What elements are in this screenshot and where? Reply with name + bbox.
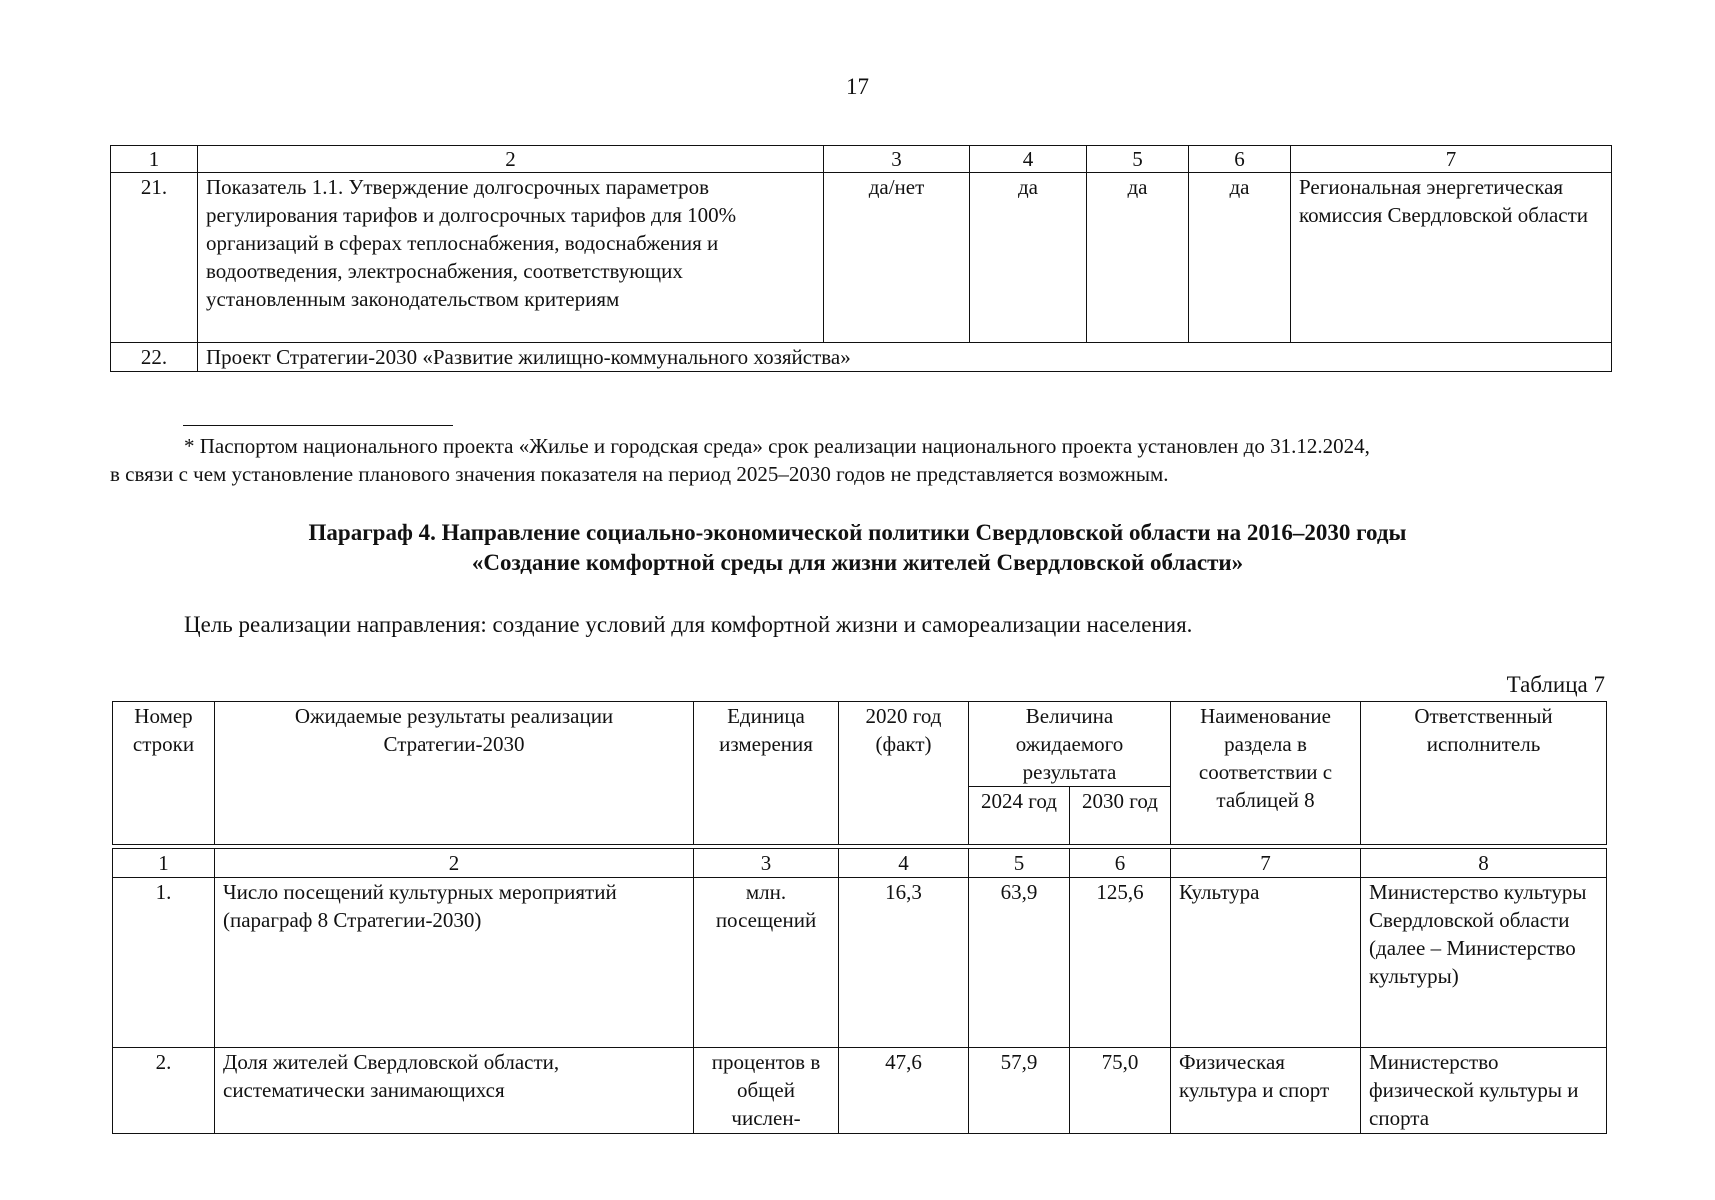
executor-cell: Министерство физической культуры и спорта <box>1361 1048 1607 1134</box>
unit-cell: процентов в общей числен- <box>694 1048 839 1134</box>
table-row <box>111 343 1612 372</box>
value-cell: да <box>1087 173 1189 343</box>
header-year-2030: 2030 год <box>1070 787 1171 845</box>
row-number: 1. <box>113 878 215 1048</box>
goal-statement: Цель реализации направления: создание условий для комфортной жизни и самореализации населения. <box>184 612 1193 637</box>
column-number: 7 <box>1291 146 1612 173</box>
section-cell: Культура <box>1171 878 1361 1048</box>
value-2024-cell: 57,9 <box>969 1048 1070 1134</box>
executor-cell: Региональная энергетическая комиссия Свердловской области <box>1291 173 1612 343</box>
heading-line: Параграф 4. Направление социально-экономической политики Свердловской области на 2016–2030 годы <box>308 520 1407 545</box>
column-number: 4 <box>839 849 969 878</box>
header-executor: Ответственный исполнитель <box>1361 702 1607 845</box>
column-number: 3 <box>824 146 970 173</box>
header-expected-value: Величина ожидаемого результата <box>969 702 1171 787</box>
column-numbers-row <box>113 849 1607 878</box>
header-row-number: Номер строки <box>113 702 215 845</box>
value-2030-cell: 125,6 <box>1070 878 1171 1048</box>
value-cell: да <box>1189 173 1291 343</box>
result-text: Доля жителей Свердловской области, систематически занимающихся <box>215 1048 694 1134</box>
table-row <box>113 878 1607 1048</box>
table-header-row <box>113 702 1607 787</box>
expected-results-table <box>112 701 1607 1134</box>
header-section: Наименование раздела в соответствии с таблицей 8 <box>1171 702 1361 845</box>
unit-cell: млн. посещений <box>694 878 839 1048</box>
row-number: 22. <box>111 343 198 372</box>
table-row <box>111 173 1612 343</box>
footnote-line: в связи с чем установление планового значения показателя на период 2025–2030 годов не представляется возможным. <box>110 462 1169 486</box>
heading-line: «Создание комфортной среды для жизни жителей Свердловской области» <box>471 550 1244 575</box>
column-number: 2 <box>215 849 694 878</box>
indicator-text: Показатель 1.1. Утверждение долгосрочных параметров регулирования тарифов и долгосрочных тарифов для 100% организаций в сферах теплоснабжения, водоснабжения и водоотведения, электроснабжения, соответствующих установленным законодательством критериям <box>198 173 824 343</box>
table-header-row <box>111 146 1612 173</box>
column-number: 5 <box>969 849 1070 878</box>
footnote-line: * Паспортом национального проекта «Жилье и городская среда» срок реализации национального проекта установлен до 31.12.2024, <box>184 434 1370 458</box>
header-unit: Единица измерения <box>694 702 839 845</box>
column-number: 2 <box>198 146 824 173</box>
result-text: Число посещений культурных мероприятий (параграф 8 Стратегии-2030) <box>215 878 694 1048</box>
footnote <box>110 432 1610 488</box>
column-number: 4 <box>970 146 1087 173</box>
column-number: 7 <box>1171 849 1361 878</box>
value-2024-cell: 63,9 <box>969 878 1070 1048</box>
header-results: Ожидаемые результаты реализации Стратегии-2030 <box>215 702 694 845</box>
unit-cell: да/нет <box>824 173 970 343</box>
table-label: Таблица 7 <box>1506 672 1605 697</box>
page-number: 17 <box>846 74 869 99</box>
column-number: 6 <box>1070 849 1171 878</box>
value-cell: да <box>970 173 1087 343</box>
header-year-2024: 2024 год <box>969 787 1070 845</box>
column-number: 1 <box>111 146 198 173</box>
project-title: Проект Стратегии-2030 «Развитие жилищно-коммунального хозяйства» <box>198 343 1612 372</box>
column-number: 1 <box>113 849 215 878</box>
row-number: 2. <box>113 1048 215 1134</box>
row-number: 21. <box>111 173 198 343</box>
column-number: 3 <box>694 849 839 878</box>
value-2030-cell: 75,0 <box>1070 1048 1171 1134</box>
footnote-separator <box>183 425 453 426</box>
column-number: 8 <box>1361 849 1607 878</box>
header-fact-2020: 2020 год (факт) <box>839 702 969 845</box>
executor-cell: Министерство культуры Свердловской области (далее – Министерство культуры) <box>1361 878 1607 1048</box>
column-number: 5 <box>1087 146 1189 173</box>
fact-2020-cell: 47,6 <box>839 1048 969 1134</box>
table-row <box>113 1048 1607 1134</box>
section-heading <box>110 518 1605 578</box>
indicators-table-continued <box>110 145 1612 372</box>
fact-2020-cell: 16,3 <box>839 878 969 1048</box>
section-cell: Физическая культура и спорт <box>1171 1048 1361 1134</box>
column-number: 6 <box>1189 146 1291 173</box>
